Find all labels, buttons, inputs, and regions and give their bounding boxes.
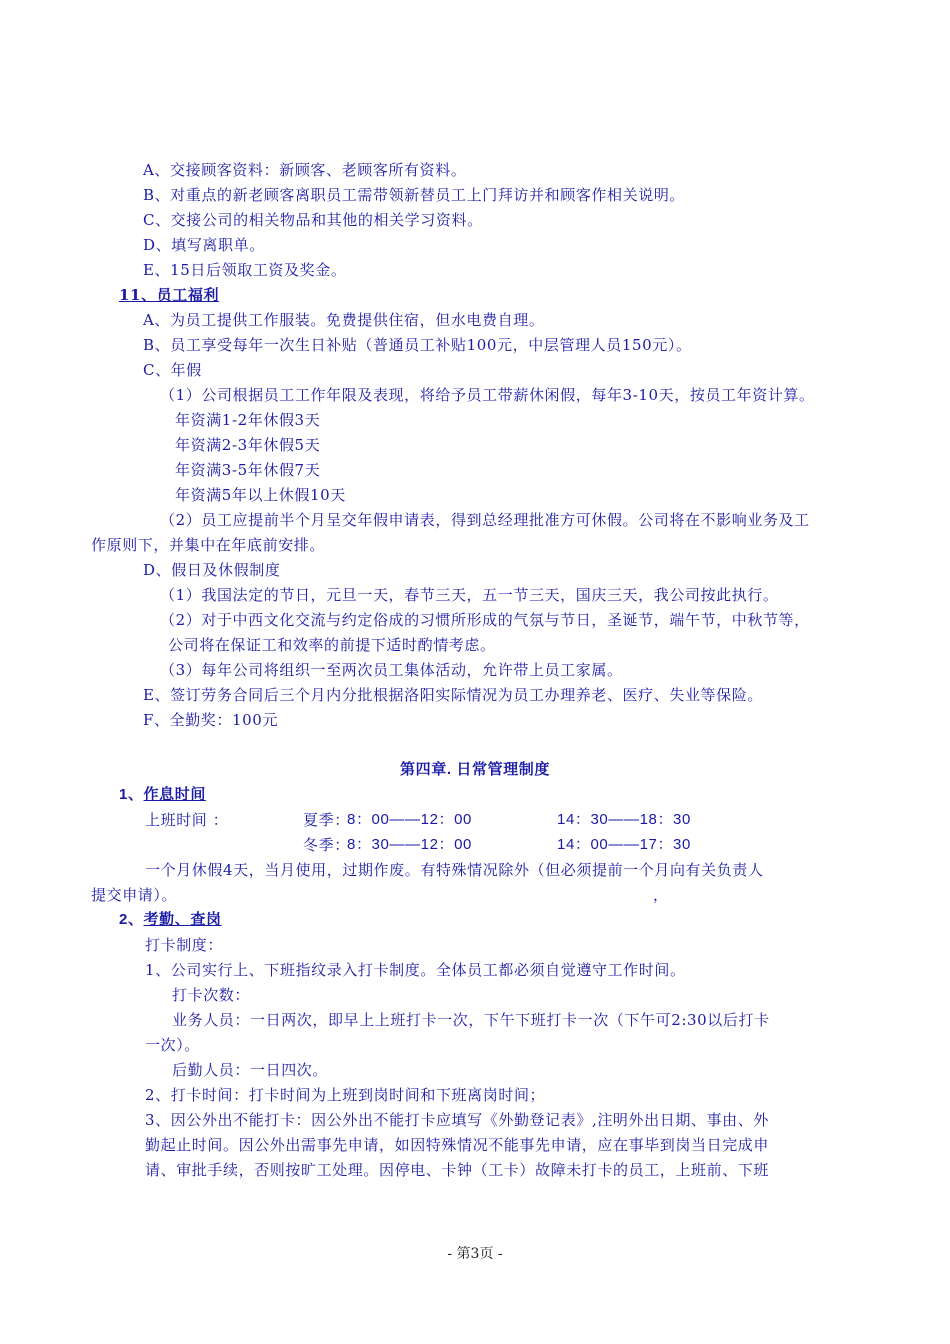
summer-label: 夏季：	[303, 811, 350, 829]
winter-morning-hours: 8：30——12：00	[347, 836, 472, 853]
chapter-title: 第四章. 日常管理制度	[400, 761, 550, 778]
summer-morning-hours: 8：00——12：00	[347, 811, 472, 828]
annual-leave-tier-2: 年资满2-3年休假5天	[175, 436, 321, 454]
handover-item-c: C、交接公司的相关物品和其他的相关学习资料。	[143, 211, 483, 229]
annual-leave-tier-4: 年资满5年以上休假10天	[175, 486, 346, 504]
holiday-rule-2-cont: 公司将在保证工和效率的前提下适时酌情考虑。	[168, 636, 496, 654]
section2-title: 考勤、查岗	[143, 911, 222, 928]
section2-number: 2、	[119, 911, 144, 928]
section1-heading	[119, 785, 206, 805]
attendance-rule-3: 3、因公外出不能打卡：因公外出不能打卡应填写《外勤登记表》,注明外出日期、事由、外	[145, 1111, 769, 1129]
clock-in-system-label: 打卡制度：	[145, 936, 224, 954]
annual-leave-rule-2: （2）员工应提前半个月呈交年假申请表，得到总经理批准方可休假。公司将在不影响业务及工	[160, 511, 810, 529]
annual-leave-rule-1: （1）公司根据员工工作年限及表现，将给予员工带薪休闲假，每年3-10天，按员工年资计算。	[160, 386, 815, 404]
holiday-rule-1: （1）我国法定的节日，元旦一天，春节三天，五一节三天，国庆三天，我公司按此执行。	[160, 586, 779, 604]
handover-item-d: D、填写离职单。	[143, 236, 265, 254]
welfare-item-a: A、为员工提供工作服装。免费提供住宿，但水电费自理。	[143, 311, 545, 329]
attendance-rule-3-cont-1: 勤起止时间。因公外出需事先申请，如因特殊情况不能事先申请，应在事毕到岗当日完成申	[145, 1136, 770, 1154]
attendance-rule-1: 1、公司实行上、下班指纹录入打卡制度。全体员工都必须自觉遵守工作时间。	[145, 961, 686, 979]
welfare-item-c: C、年假	[143, 361, 202, 379]
annual-leave-rule-2-cont: 作原则下，并集中在年底前安排。	[91, 536, 326, 554]
welfare-heading: 11、员工福利	[119, 286, 220, 304]
holiday-rule-3: （3）每年公司将组织一至两次员工集体活动，允许带上员工家属。	[160, 661, 623, 679]
winter-label: 冬季：	[303, 836, 350, 854]
handover-item-b: B、对重点的新老顾客离职员工需带领新替员工上门拜访并和顾客作相关说明。	[143, 186, 686, 204]
handover-item-a: A、交接顾客资料：新顾客、老顾客所有资料。	[143, 161, 467, 179]
welfare-item-e: E、签订劳务合同后三个月内分批根据洛阳实际情况为员工办理养老、医疗、失业等保险。	[143, 686, 763, 704]
annual-leave-tier-1: 年资满1-2年休假3天	[175, 411, 321, 429]
section1-title: 作息时间	[143, 786, 206, 803]
monthly-leave-rule-cont: 提交申请）。	[91, 886, 178, 904]
clock-in-count-label: 打卡次数：	[172, 986, 251, 1004]
section2-heading	[119, 910, 222, 930]
holiday-rule-2: （2）对于中西文化交流与约定俗成的习惯所形成的气氛与节日，圣诞节，端午节，中秋节等，	[160, 611, 810, 629]
work-time-label: 上班时间 ：	[145, 811, 229, 829]
attendance-rule-2: 2、打卡时间：打卡时间为上班到岗时间和下班离岗时间；	[145, 1086, 546, 1104]
stray-comma: ，	[653, 886, 669, 904]
section1-number: 1、	[119, 786, 144, 803]
welfare-item-d: D、假日及休假制度	[143, 561, 281, 579]
welfare-item-f: F、全勤奖：100元	[143, 711, 279, 729]
support-staff-rule: 后勤人员：一日四次。	[172, 1061, 329, 1079]
winter-afternoon-hours: 14：00——17：30	[557, 836, 691, 853]
monthly-leave-rule: 一个月休假4天，当月使用，过期作废。有特殊情况除外（但必须提前一个月向有关负责人	[145, 861, 764, 879]
page-number: - 第3页 -	[447, 1246, 503, 1262]
attendance-rule-3-cont-2: 请、审批手续，否则按旷工处理。因停电、卡钟（工卡）故障未打卡的员工，上班前、下班	[145, 1161, 770, 1179]
welfare-item-b: B、员工享受每年一次生日补贴（普通员工补贴100元，中层管理人员150元）。	[143, 336, 692, 354]
summer-afternoon-hours: 14：30——18：30	[557, 811, 691, 828]
sales-staff-rule: 业务人员：一日两次，即早上上班打卡一次，下午下班打卡一次（下午可2:30以后打卡	[172, 1011, 770, 1029]
sales-staff-rule-cont: 一次）。	[145, 1036, 200, 1054]
annual-leave-tier-3: 年资满3-5年休假7天	[175, 461, 321, 479]
handover-item-e: E、15日后领取工资及奖金。	[143, 261, 347, 279]
